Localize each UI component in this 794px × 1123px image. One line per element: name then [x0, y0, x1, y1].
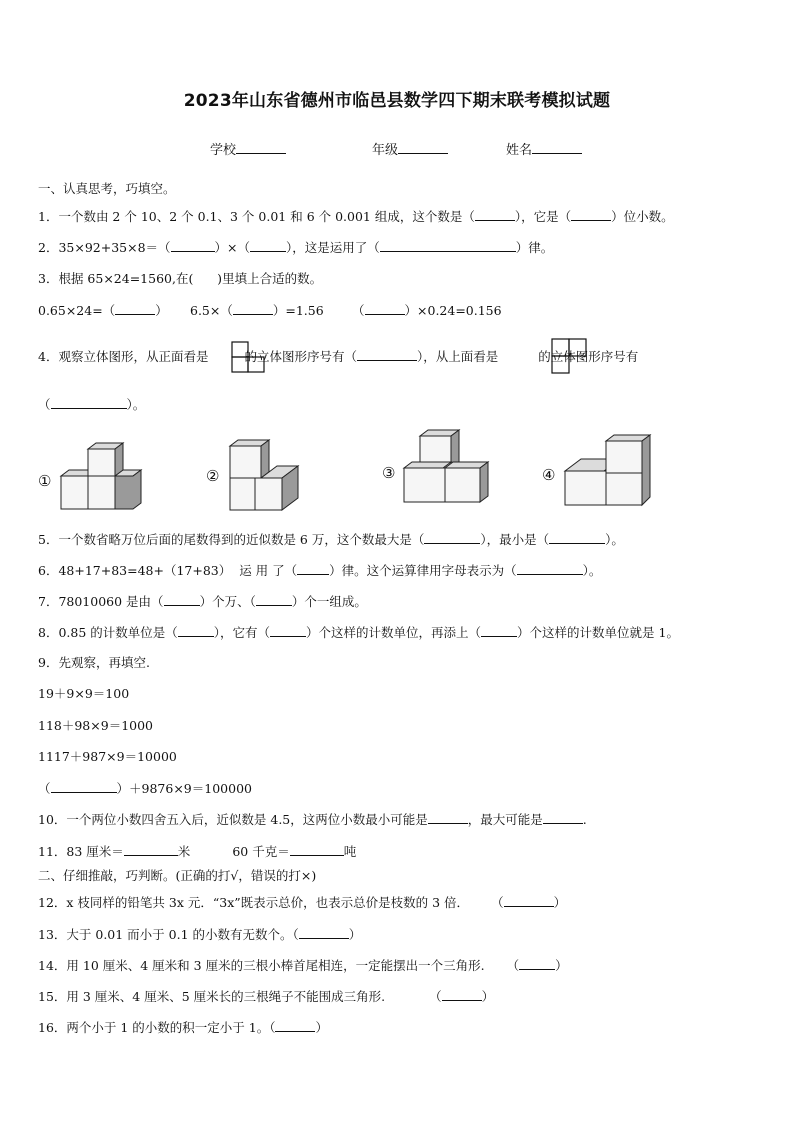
grade-field — [372, 139, 448, 158]
name-field — [506, 139, 582, 158]
answer-blank[interactable] — [549, 530, 605, 544]
question-11: 11．83 厘米＝ 米 60 千克＝ 吨 — [38, 844, 357, 859]
equation-line-3: 1117＋987×9＝10000 — [38, 749, 177, 764]
question-2: 2．35×92+35×8＝（ ）×（ ），这是运用了（ ）律。 — [38, 240, 554, 255]
equation-line-1: 19＋9×9＝100 — [38, 686, 130, 701]
answer-blank[interactable] — [51, 395, 127, 409]
answer-blank[interactable] — [290, 842, 344, 856]
question-7: 7．78010060 是由（ ）个万、（ ）个一组成。 — [38, 594, 367, 609]
cube-figure-4 — [563, 433, 655, 509]
answer-blank[interactable] — [481, 623, 517, 637]
section-2-heading: 二、仔细推敲，巧判断。(正确的打√，错误的打×) — [38, 868, 317, 883]
answer-blank[interactable] — [275, 1018, 315, 1032]
question-3: 3．根据 65×24=1560,在( )里填上合适的数。 — [38, 271, 323, 286]
question-4: 4．观察立体图形，从正面看是 的立体图形序号有（ ），从上面看是 的立体图形序号有 — [38, 349, 639, 364]
question-13: 13．大于 0.01 而小于 0.1 的小数有无数个。（ ） — [38, 927, 362, 942]
answer-blank[interactable] — [504, 893, 554, 907]
section-1-heading: 一、认真思考，巧填空。 — [38, 181, 176, 196]
answer-blank[interactable] — [51, 779, 117, 793]
question-6: 6．48+17+83=48+（17+83） 运 用 了（ ）律。这个运算律用字母表示为（ ）。 — [38, 563, 602, 578]
front-view-shape-icon — [231, 341, 265, 373]
name-label: 姓名 — [506, 143, 533, 158]
school-label: 学校 — [210, 143, 237, 158]
answer-blank[interactable] — [442, 987, 482, 1001]
answer-blank[interactable] — [357, 347, 417, 361]
question-10: 10．一个两位小数四舍五入后，近似数是 4.5，这两位小数最小可能是 ，最大可能是 . — [38, 812, 587, 827]
question-5: 5．一个数省略万位后面的尾数得到的近似数是 6 万，这个数最大是（ ），最小是（ ）。 — [38, 532, 624, 547]
grade-label: 年级 — [372, 143, 399, 158]
question-3-part-1: 0.65×24=（ ） — [38, 303, 168, 318]
question-9: 9．先观察，再填空. — [38, 655, 150, 670]
cube-figure-2 — [227, 438, 307, 518]
answer-blank[interactable] — [380, 238, 516, 252]
answer-blank[interactable] — [517, 561, 583, 575]
question-15: 15．用 3 厘米、4 厘米、5 厘米长的三根绳子不能围成三角形. （ ） — [38, 989, 495, 1004]
equation-line-4: （ ）＋9876×9＝100000 — [38, 781, 252, 796]
answer-blank[interactable] — [543, 810, 583, 824]
answer-blank[interactable] — [256, 592, 292, 606]
question-8: 8．0.85 的计数单位是（ ），它有（ ）个这样的计数单位，再添上（ ）个这样的计数单位就是 1。 — [38, 625, 679, 640]
answer-blank[interactable] — [428, 810, 468, 824]
answer-blank[interactable] — [124, 842, 178, 856]
figure-label-3: ③ — [382, 464, 396, 482]
equation-line-2: 118＋98×9＝1000 — [38, 718, 154, 733]
answer-blank[interactable] — [571, 207, 611, 221]
answer-blank[interactable] — [297, 561, 329, 575]
page-title: 2023年山东省德州市临邑县数学四下期末联考模拟试题 — [183, 91, 611, 111]
question-3-part-3: （ ）×0.24=0.156 — [352, 303, 502, 318]
figure-label-1: ① — [38, 472, 52, 490]
cube-figure-3 — [402, 428, 492, 508]
answer-blank[interactable] — [475, 207, 515, 221]
answer-blank[interactable] — [178, 623, 214, 637]
question-14: 14．用 10 厘米、4 厘米和 3 厘米的三根小棒首尾相连，一定能摆出一个三角形. （ ） — [38, 958, 568, 973]
cube-figure-1 — [58, 440, 150, 512]
question-12: 12．x 枝同样的铅笔共 3x 元．“3x”既表示总价，也表示总价是枝数的 3 倍． （ ） — [38, 895, 567, 910]
figure-label-2: ② — [206, 467, 220, 485]
school-field — [210, 139, 286, 158]
answer-blank[interactable] — [115, 301, 155, 315]
answer-blank[interactable] — [365, 301, 405, 315]
question-4-continued: （ ）。 — [38, 397, 146, 412]
answer-blank[interactable] — [424, 530, 480, 544]
top-view-shape-icon — [551, 338, 587, 374]
question-16: 16．两个小于 1 的小数的积一定小于 1。（ ） — [38, 1020, 328, 1035]
grade-blank[interactable] — [398, 140, 448, 154]
answer-blank[interactable] — [519, 956, 555, 970]
figure-label-4: ④ — [542, 466, 556, 484]
question-3-part-2: 6.5×（ ）=1.56 — [190, 303, 324, 318]
answer-blank[interactable] — [299, 925, 349, 939]
name-blank[interactable] — [532, 140, 582, 154]
answer-blank[interactable] — [164, 592, 200, 606]
answer-blank[interactable] — [233, 301, 273, 315]
answer-blank[interactable] — [270, 623, 306, 637]
school-blank[interactable] — [236, 140, 286, 154]
question-1: 1．一个数由 2 个 10、2 个 0.1、3 个 0.01 和 6 个 0.001 组成，这个数是（ ），它是（ ）位小数。 — [38, 209, 674, 224]
answer-blank[interactable] — [171, 238, 215, 252]
answer-blank[interactable] — [250, 238, 286, 252]
